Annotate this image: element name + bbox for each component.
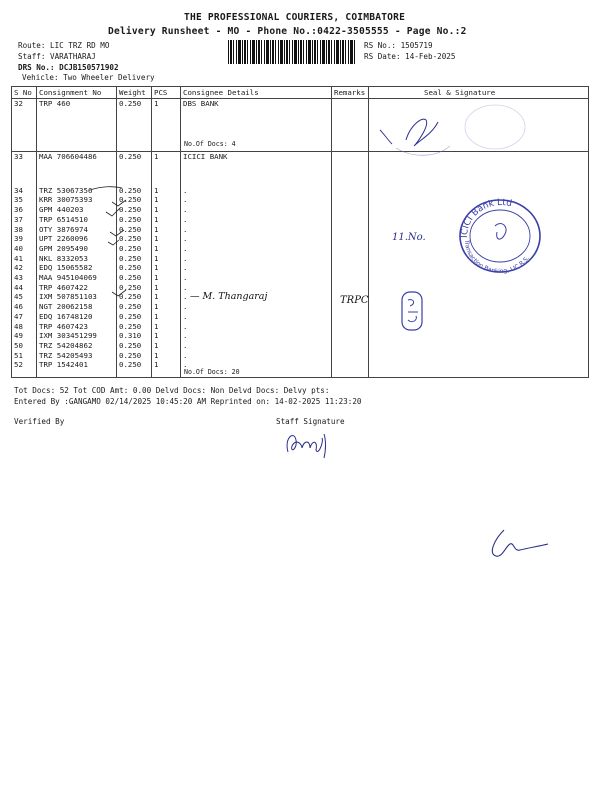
row-consignee: . xyxy=(181,302,332,312)
row-consignee: . xyxy=(181,186,332,196)
row-weight: 0.250 xyxy=(117,283,152,293)
svg-text:ICICI Bank Ltd xyxy=(460,198,513,238)
consignee-cell xyxy=(181,99,332,152)
row-weight: 0.250 xyxy=(117,322,152,332)
row-consignee: . xyxy=(181,292,332,302)
row-consignee: . xyxy=(181,195,332,205)
spacer-row xyxy=(12,162,589,186)
row-weight: 0.250 xyxy=(117,263,152,273)
row-remarks xyxy=(332,351,369,361)
row-sno: 51 xyxy=(12,351,37,361)
verified-by-label: Verified By xyxy=(14,417,65,426)
row-pcs: 1 xyxy=(152,351,181,361)
table-row xyxy=(12,331,589,341)
rs-date: RS Date: 14-Feb-2025 xyxy=(364,52,456,61)
stamp-top-text: ICICI Bank Ltd xyxy=(459,197,513,239)
row-remarks xyxy=(332,152,369,162)
row-sno: 35 xyxy=(12,195,37,205)
staff-label: Staff: VARATHARAJ xyxy=(18,52,96,61)
row-consignee: . xyxy=(181,244,332,254)
row-sno: 48 xyxy=(12,322,37,332)
row-remarks xyxy=(332,341,369,351)
row-consignee: . xyxy=(181,283,332,293)
row-remarks xyxy=(332,215,369,225)
table-row xyxy=(12,360,589,377)
row-pcs: 1 xyxy=(152,152,181,162)
row-sno: 50 xyxy=(12,341,37,351)
row-remarks xyxy=(332,263,369,273)
row-consignee: . xyxy=(181,322,332,332)
row-consignee: ICICI BANK xyxy=(181,152,332,162)
row-consignment: TRZ 53067356 xyxy=(37,186,117,196)
row-sno: 32 xyxy=(12,99,37,152)
row-consignee: . xyxy=(181,341,332,351)
row-remarks xyxy=(332,273,369,283)
row-pcs: 1 xyxy=(152,225,181,235)
col-consignee: Consignee Details xyxy=(181,87,332,99)
row-consignment: MAA 945104069 xyxy=(37,273,117,283)
row-consignment: TRP 4607423 xyxy=(37,322,117,332)
row-pcs: 1 xyxy=(152,331,181,341)
row-seal xyxy=(369,341,589,351)
row-consignment: IXM 303451299 xyxy=(37,331,117,341)
row-sno: 40 xyxy=(12,244,37,254)
row-seal xyxy=(369,186,589,196)
vehicle-label: Vehicle: Two Wheeler Delivery xyxy=(22,73,155,82)
row-consignment: KRR 30075393 xyxy=(37,195,117,205)
row-consignee: . xyxy=(181,225,332,235)
row-pcs: 1 xyxy=(152,205,181,215)
row-remarks xyxy=(332,234,369,244)
row-consignment: TRP 6514510 xyxy=(37,215,117,225)
col-weight: Weight xyxy=(117,87,152,99)
row-pcs: 1 xyxy=(152,263,181,273)
row-sno: 47 xyxy=(12,312,37,322)
row-remarks xyxy=(332,331,369,341)
row-consignee: . xyxy=(181,215,332,225)
partial-stamp-icon xyxy=(398,290,428,334)
row-remarks xyxy=(332,205,369,215)
row-weight: 0.250 xyxy=(117,273,152,283)
row-consignment: TRP 4607422 xyxy=(37,283,117,293)
col-remarks: Remarks xyxy=(332,87,369,99)
barcode-image xyxy=(228,40,356,64)
row-weight: 0.250 xyxy=(117,351,152,361)
delivery-signature-icon xyxy=(376,100,456,160)
row-consignment: TRP 1542401 xyxy=(37,360,117,377)
row-consignee: DBS BANK xyxy=(183,99,219,108)
row-consignee: . xyxy=(181,234,332,244)
row-pcs: 1 xyxy=(152,254,181,264)
row-consignment: OTY 3876974 xyxy=(37,225,117,235)
table-row xyxy=(12,351,589,361)
row-consignee: . xyxy=(181,205,332,215)
scribble-mark-icon xyxy=(484,526,554,562)
row-sno: 42 xyxy=(12,263,37,273)
row-seal xyxy=(369,351,589,361)
row-sno: 37 xyxy=(12,215,37,225)
col-consignment: Consignment No xyxy=(37,87,117,99)
totals-line: Tot Docs: 52 Tot COD Amt: 0.00 Delvd Docs: Non Delvd Docs: Delvy pts: xyxy=(14,386,330,395)
row-weight: 0.250 xyxy=(117,312,152,322)
row-pcs: 1 xyxy=(152,292,181,302)
row-sno: 39 xyxy=(12,234,37,244)
row-sno: 49 xyxy=(12,331,37,341)
rs-number: RS No.: 1505719 xyxy=(364,41,433,50)
row-weight: 0.250 xyxy=(117,302,152,312)
row-pcs: 1 xyxy=(152,234,181,244)
staff-signature-icon xyxy=(280,428,340,462)
route-label: Route: LIC TRZ RD MO xyxy=(18,41,110,50)
col-sno: S No xyxy=(12,87,37,99)
row-consignee: . xyxy=(181,351,332,361)
row-consignee: . xyxy=(183,360,188,370)
row-pcs: 1 xyxy=(152,273,181,283)
row-consignment: TRP 460 xyxy=(37,99,117,152)
row-weight: 0.250 xyxy=(117,186,152,196)
row-sno: 44 xyxy=(12,283,37,293)
row-pcs: 1 xyxy=(152,244,181,254)
entered-by-line: Entered By :GANGAMO 02/14/2025 10:45:20 AM Reprinted on: 14-02-2025 11:23:20 xyxy=(14,397,362,406)
row-consignment: IXM 507851103 xyxy=(37,292,117,302)
row-consignment: NKL 8332053 xyxy=(37,254,117,264)
row-weight: 0.250 xyxy=(117,341,152,351)
handwritten-receiver-name: — M. Thangaraj xyxy=(190,291,268,302)
row-remarks xyxy=(332,254,369,264)
company-title: THE PROFESSIONAL COURIERS, COIMBATORE xyxy=(184,12,406,23)
row-consignment: NGT 20062158 xyxy=(37,302,117,312)
row-sno: 41 xyxy=(12,254,37,264)
col-pcs: PCS xyxy=(152,87,181,99)
row-consignee: . xyxy=(181,254,332,264)
handwritten-remark: TRPC xyxy=(340,295,369,306)
row-pcs: 1 xyxy=(152,215,181,225)
row-remarks xyxy=(332,360,369,377)
table-header-row xyxy=(12,87,589,99)
docs-count: No.Of Docs: 20 xyxy=(184,368,240,377)
row-consignee: . xyxy=(181,273,332,283)
row-weight: 0.250 xyxy=(117,234,152,244)
faint-stamp-icon xyxy=(460,100,530,154)
row-consignment: EDQ 16748120 xyxy=(37,312,117,322)
row-consignment: GPM 440203 xyxy=(37,205,117,215)
row-pcs: 1 xyxy=(152,322,181,332)
row-pcs: 1 xyxy=(152,341,181,351)
runsheet-subtitle: Delivery Runsheet - MO - Phone No.:0422-3505555 - Page No.:2 xyxy=(108,26,467,37)
row-consignment: MAA 706604486 xyxy=(37,152,117,162)
row-pcs: 1 xyxy=(152,99,181,152)
row-sno: 52 xyxy=(12,360,37,377)
row-remarks xyxy=(332,312,369,322)
row-sno: 45 xyxy=(12,292,37,302)
row-remarks xyxy=(332,322,369,332)
row-remarks xyxy=(332,225,369,235)
docs-count: No.Of Docs: 4 xyxy=(184,140,236,149)
row-pcs: 1 xyxy=(152,283,181,293)
row-consignee: . xyxy=(181,331,332,341)
row-sno: 33 xyxy=(12,152,37,162)
row-pcs: 1 xyxy=(152,302,181,312)
row-weight: 0.250 xyxy=(117,225,152,235)
stamp-bottom-text: Transaction Banking, LIC R.S. xyxy=(462,239,531,275)
handwritten-ack-no: 11.No. xyxy=(392,232,426,243)
row-consignee: . xyxy=(181,312,332,322)
row-weight: 0.250 xyxy=(117,195,152,205)
table-row xyxy=(12,322,589,332)
table-row xyxy=(12,341,589,351)
row-consignment: GPM 2095490 xyxy=(37,244,117,254)
row-remarks xyxy=(332,244,369,254)
row-pcs: 1 xyxy=(152,360,181,377)
row-weight: 0.250 xyxy=(117,152,152,162)
staff-signature-label: Staff Signature xyxy=(276,417,345,426)
row-consignment: TRZ 54204862 xyxy=(37,341,117,351)
row-remarks xyxy=(332,283,369,293)
bank-stamp-icon xyxy=(455,196,545,276)
col-seal: Seal & Signature xyxy=(369,87,589,99)
row-pcs: 1 xyxy=(152,186,181,196)
row-weight: 0.250 xyxy=(117,292,152,302)
row-remarks xyxy=(332,99,369,152)
row-pcs: 1 xyxy=(152,312,181,322)
row-consignment: EDQ 15065582 xyxy=(37,263,117,273)
row-sno: 43 xyxy=(12,273,37,283)
consignee-cell xyxy=(181,360,332,377)
table-row xyxy=(12,312,589,322)
tick-marks-icon xyxy=(88,184,128,304)
row-pcs: 1 xyxy=(152,195,181,205)
row-weight: 0.250 xyxy=(117,254,152,264)
row-weight: 0.310 xyxy=(117,331,152,341)
row-weight: 0.250 xyxy=(117,205,152,215)
row-consignment: TRZ 54205493 xyxy=(37,351,117,361)
row-consignee: . xyxy=(181,263,332,273)
row-remarks xyxy=(332,195,369,205)
row-sno: 36 xyxy=(12,205,37,215)
row-weight: 0.250 xyxy=(117,244,152,254)
row-sno: 34 xyxy=(12,186,37,196)
row-consignment: UPT 2260096 xyxy=(37,234,117,244)
row-sno: 38 xyxy=(12,225,37,235)
row-seal xyxy=(369,360,589,377)
row-weight: 0.250 xyxy=(117,360,152,377)
row-weight: 0.250 xyxy=(117,215,152,225)
row-weight: 0.250 xyxy=(117,99,152,152)
drs-number: DRS No.: DCJB150571902 xyxy=(18,63,119,72)
row-sno: 46 xyxy=(12,302,37,312)
row-remarks xyxy=(332,186,369,196)
svg-text:Transaction Banking, LIC R.S. xyxy=(463,239,531,275)
